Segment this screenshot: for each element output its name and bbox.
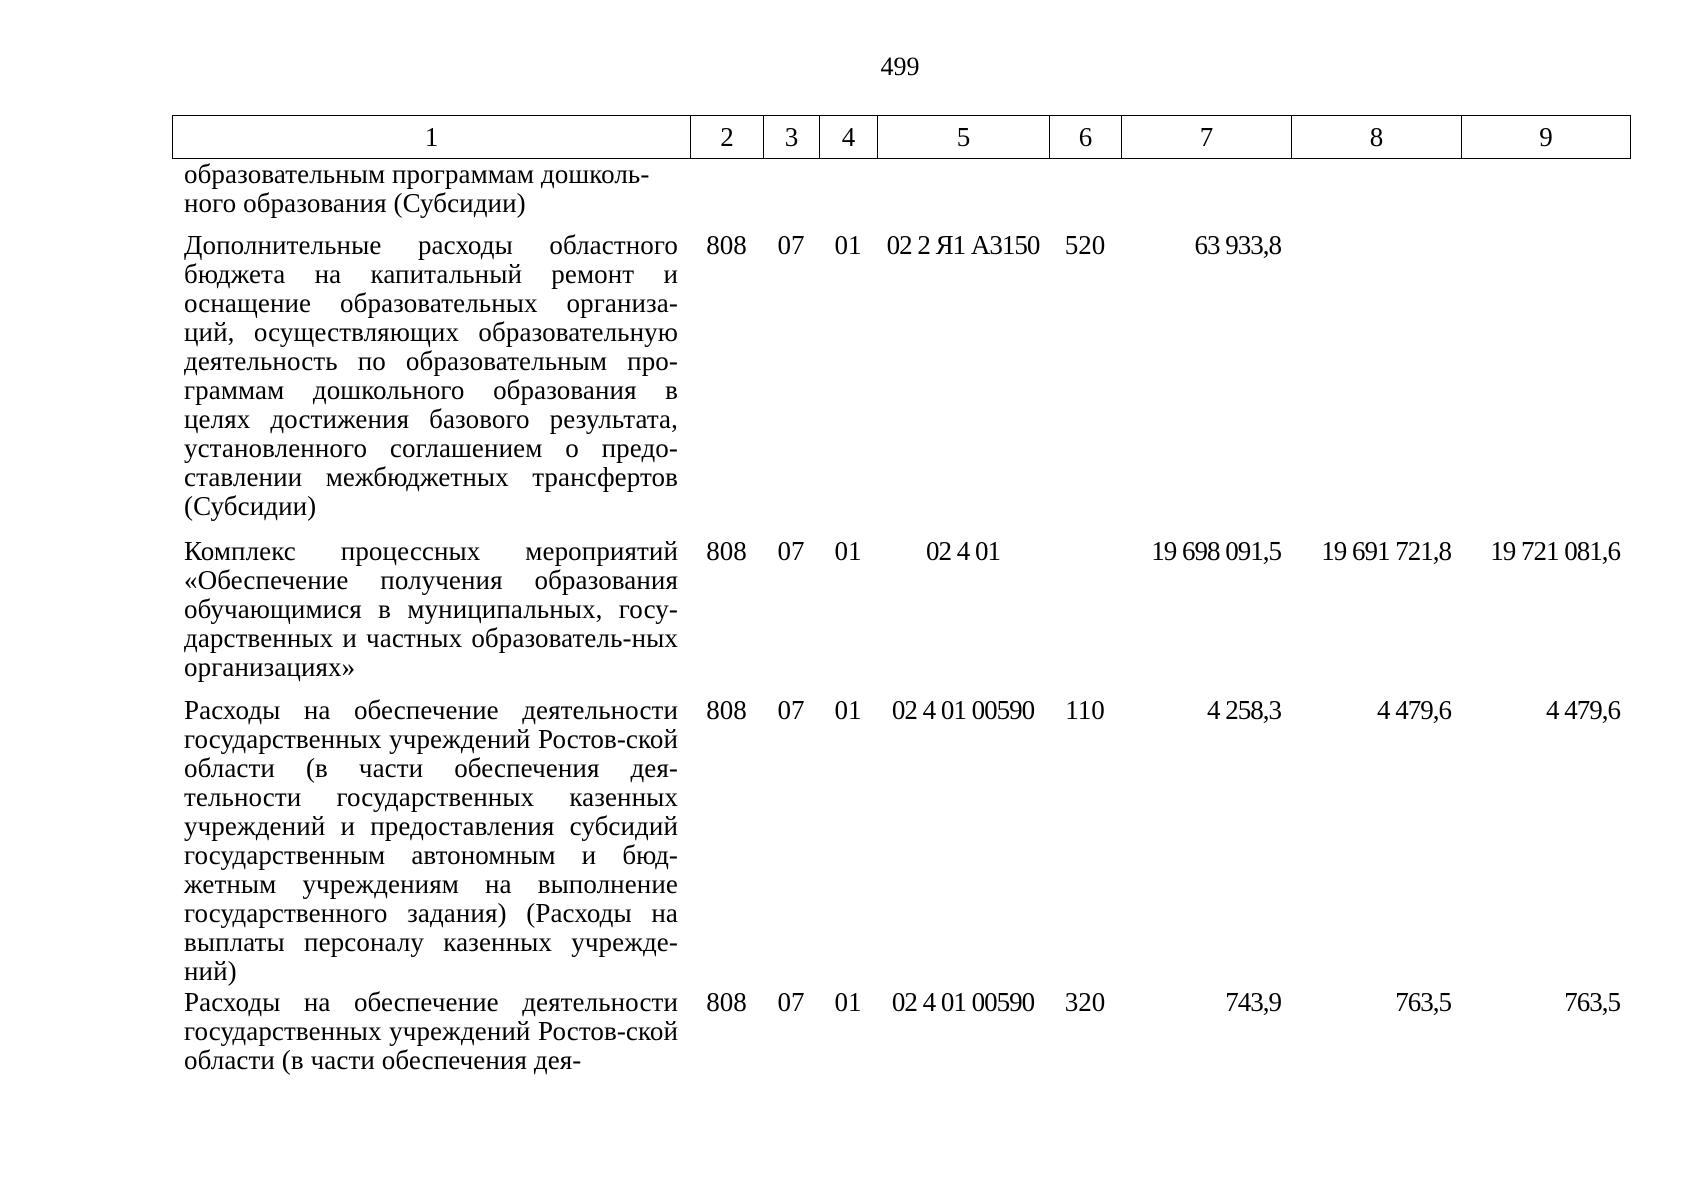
- cell-amount-col8: [1291, 231, 1461, 521]
- cell-section: 07: [777, 695, 805, 725]
- cell-target-article: 02 2 Я1 А3150: [886, 230, 1040, 260]
- header-cell-4: 4: [820, 116, 878, 158]
- cell-subsection: 01: [834, 987, 862, 1017]
- cell-subsection: [819, 160, 877, 218]
- cell-subsection: 01: [834, 695, 862, 725]
- page-number: 499: [880, 52, 920, 81]
- cell-admin-code: 808: [706, 695, 747, 725]
- cell-section: [763, 160, 819, 218]
- header-cell-6: 6: [1050, 116, 1122, 158]
- cell-amount-col7: [1121, 160, 1291, 218]
- cell-target-article: 02 4 01: [926, 536, 1000, 566]
- cell-admin-code: 808: [706, 230, 747, 260]
- header-cell-8: 8: [1292, 116, 1462, 158]
- cell-expense-type: [1049, 537, 1121, 682]
- cell-amount-col7: 4 258,3: [1207, 695, 1281, 725]
- table-header: [172, 115, 1631, 159]
- cell-subsection: 01: [834, 230, 862, 260]
- table-row: [172, 231, 1630, 521]
- cell-admin-code: 808: [706, 536, 747, 566]
- cell-target-article: [877, 160, 1049, 218]
- cell-amount-col8: 763,5: [1395, 987, 1451, 1017]
- cell-admin-code: 808: [706, 987, 747, 1017]
- cell-amount-col7: 19 698 091,5: [1151, 536, 1281, 566]
- cell-amount-col8: 19 691 721,8: [1321, 536, 1451, 566]
- header-cell-7: 7: [1122, 116, 1292, 158]
- row-description: образовательным программам дошколь- ного образования (Субсидии): [184, 159, 650, 218]
- cell-amount-col8: [1291, 160, 1461, 218]
- cell-amount-col9: 4 479,6: [1546, 695, 1620, 725]
- cell-expense-type: [1049, 160, 1121, 218]
- cell-target-article: 02 4 01 00590: [891, 987, 1035, 1017]
- header-cell-1: 1: [173, 116, 691, 158]
- cell-expense-type: 320: [1064, 987, 1106, 1017]
- cell-amount-col9: [1461, 160, 1630, 218]
- cell-admin-code: [690, 160, 763, 218]
- cell-amount-col9: 763,5: [1564, 987, 1620, 1017]
- row-description: Расходы на обеспечение деятельности государственных учреждений Ростов-ской области (в части обеспечения дея-: [184, 987, 678, 1075]
- cell-subsection: 01: [834, 536, 862, 566]
- cell-expense-type: 110: [1065, 695, 1105, 725]
- row-description: Расходы на обеспечение деятельности государственных учреждений Ростов-ской области (в части обеспечения дея-тельности государственных казенных учреждений и предоставления субсидий государственным автономным и бюд-жетным учреждениям на выполнение государственного задания) (Расходы на выплаты персоналу казенных учрежде-ний): [184, 695, 678, 986]
- cell-target-article: 02 4 01 00590: [891, 695, 1035, 725]
- cell-amount-col9: [1461, 231, 1630, 521]
- table-row: [172, 696, 1630, 986]
- cell-amount-col8: 4 479,6: [1377, 695, 1451, 725]
- header-cell-9: 9: [1462, 116, 1631, 158]
- cell-section: 07: [777, 230, 805, 260]
- cell-section: 07: [777, 536, 805, 566]
- cell-expense-type: 520: [1064, 230, 1106, 260]
- cell-amount-col7: 743,9: [1225, 987, 1281, 1017]
- header-cell-5: 5: [878, 116, 1050, 158]
- table-row: [172, 988, 1630, 1075]
- table-row: [172, 160, 1630, 218]
- header-cell-2: 2: [691, 116, 764, 158]
- cell-amount-col7: 63 933,8: [1194, 230, 1281, 260]
- header-cell-3: 3: [764, 116, 820, 158]
- row-description: Комплекс процессных мероприятий «Обеспечение получения образования обучающимися в муниципальных, госу-дарственных и частных образователь-ных организациях»: [184, 536, 678, 682]
- cell-amount-col9: 19 721 081,6: [1490, 536, 1620, 566]
- table-row: [172, 537, 1630, 682]
- row-description: Дополнительные расходы областного бюджета на капитальный ремонт и оснащение образовательных организа-ций, осуществляющих образовательную деятельность по образовательным про-граммам дошкольного образования в целях достижения базового результата, установленного соглашением о предо-ставлении межбюджетных трансфертов (Субсидии): [184, 230, 678, 521]
- cell-section: 07: [777, 987, 805, 1017]
